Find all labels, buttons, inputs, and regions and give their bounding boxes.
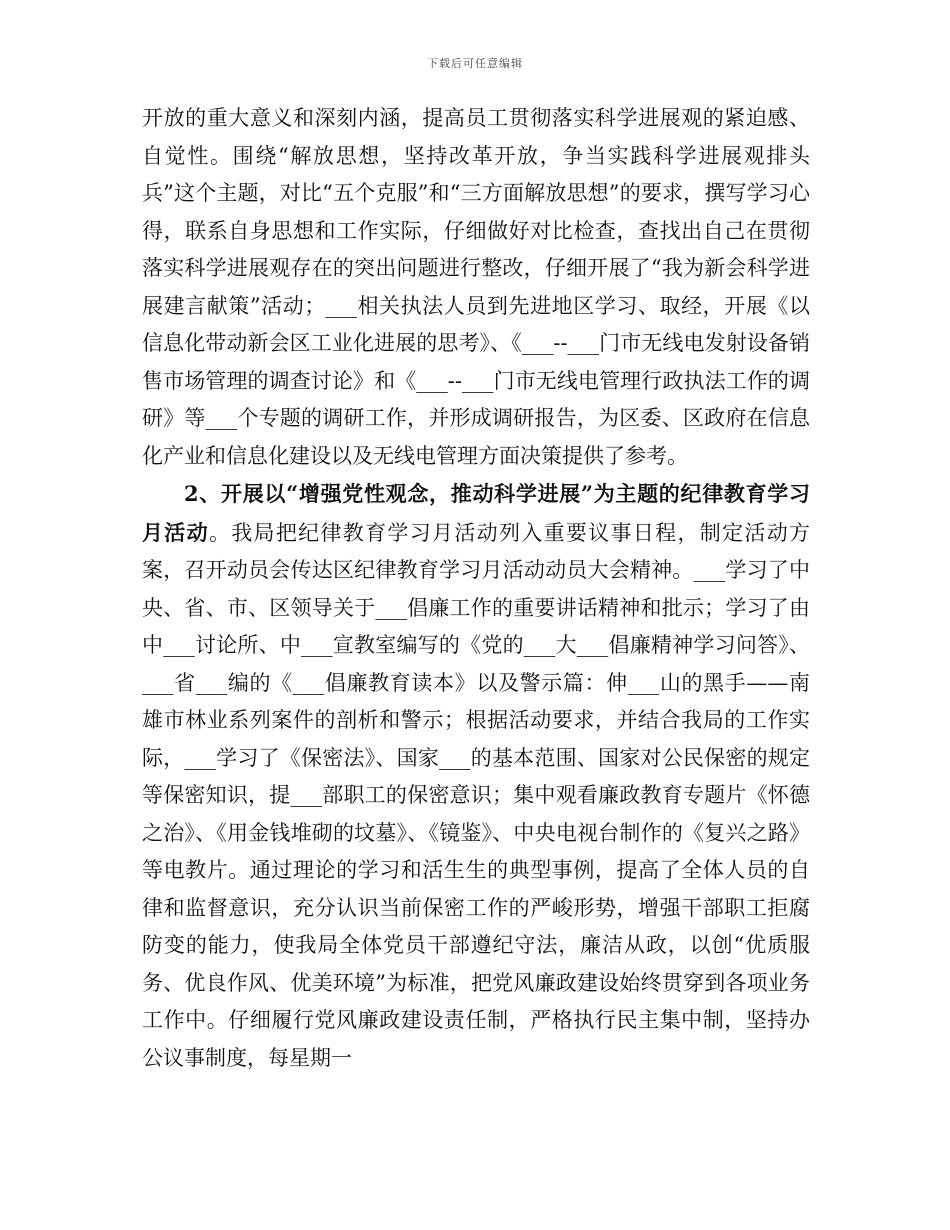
paragraph-2-heading: 2、开展以“增强党性观念，推动科学进展”为主题的纪律教育学习月活动 xyxy=(142,481,810,545)
paragraph-2-text: 。我局把纪律教育学习月活动列入重要议事日程，制定活动方案，召开动员会传达区纪律教育学习月活动动员大会精神。___学习了中央、省、市、区领导关于___倡廉工作的重要讲话精神和批示；学习了由中___讨论所、中___宣教室编写的《党的___大___倡廉精神学习问答》、___省___编的《___倡廉教育读本》以及警示篇：伸___山的黑手——南雄市林业系列案件的剖析和警示；根据活动要求，并结合我局的工作实际，___学习了《保密法》、国家___的基本范围、国家对公民保密的规定等保密知识，提___部职工的保密意识；集中观看廉政教育专题片《怀德之治》、《用金钱堆砌的坟墓》、《镜鉴》、中央电视台制作的《复兴之路》等电教片。通过理论的学习和活生生的典型事例，提高了全体人员的自律和监督意识，充分认识当前保密工作的严峻形势，增强干部职工拒腐防变的能力，使我局全体党员干部遵纪守法，廉洁从政，以创“优质服务、优良作风、优美环境”为标准，把党风廉政建设始终贯穿到各项业务工作中。仔细履行党风廉政建设责任制，严格执行民主集中制，坚持办公议事制度，每星期一 xyxy=(142,520,811,1070)
paragraph-2 xyxy=(142,475,810,1077)
document-body xyxy=(142,100,810,1077)
paragraph-1: 开放的重大意义和深刻内涵，提高员工贯彻落实科学进展观的紧迫感、自觉性。围绕“解放思想，坚持改革开放，争当实践科学进展观排头兵”这个主题，对比“五个克服”和“三方面解放思想”的要求，撰写学习心得，联系自身思想和工作实际，仔细做好对比检查，查找出自己在贯彻落实科学进展观存在的突出问题进行整改，仔细开展了“我为新会科学进展建言献策”活动；___相关执法人员到先进地区学习、取经，开展《以信息化带动新会区工业化进展的思考》、《___--___门市无线电发射设备销售市场管理的调查讨论》和《___--___门市无线电管理行政执法工作的调研》等___个专题的调研工作，并形成调研报告，为区委、区政府在信息化产业和信息化建设以及无线电管理方面决策提供了参考。 xyxy=(142,106,810,468)
page-header-note: 下载后可任意编辑 xyxy=(427,57,523,70)
